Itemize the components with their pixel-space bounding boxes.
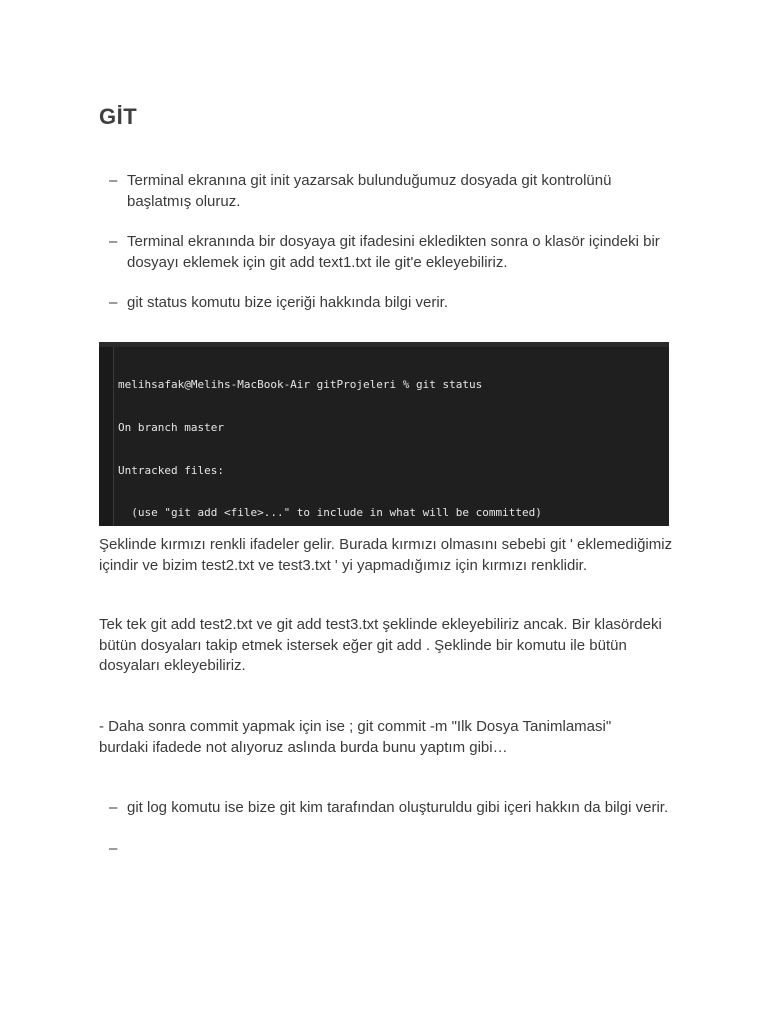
list-item-git-status <box>109 293 669 314</box>
bullet-dash: – <box>109 294 118 311</box>
terminal-screenshot <box>99 342 669 526</box>
terminal-line: melihsafak@Melihs-MacBook-Air gitProjeleri % git status <box>118 378 483 392</box>
bullet-text: Terminal ekranına git init yazarsak bulunduğumuz dosyada git kontrolünü başlatmış oluruz. <box>127 172 612 210</box>
list-item-git-add <box>109 232 669 273</box>
terminal-top-bar <box>99 342 669 347</box>
terminal-line: (use "git add <file>..." to include in what will be committed) <box>118 506 542 520</box>
bullet-text: git status komutu bize içeriği hakkında bilgi verir. <box>127 294 448 311</box>
paragraph-git-add-all: Tek tek git add test2.txt ve git add test3.txt şeklinde ekleyebiliriz ancak. Bir klasördeki bütün dosyaları takip etmek istersek eğer git add . Şeklinde bir komutu ile bütün dosyaları ekleyebiliriz. <box>99 616 662 674</box>
bullet-dash: – <box>109 172 118 189</box>
list-item-git-init <box>109 171 669 212</box>
bullet-dash: – <box>109 840 118 857</box>
list-item-git-log <box>109 798 669 819</box>
terminal-line: Untracked files: <box>118 463 224 477</box>
bullet-dash: – <box>109 233 118 250</box>
page-title: GİT <box>99 104 138 129</box>
bullet-text: git log komutu ise bize git kim tarafından oluşturuldu gibi içeri hakkın da bilgi verir. <box>127 799 669 816</box>
terminal-gutter <box>99 347 114 526</box>
terminal-output <box>118 350 621 526</box>
bullet-dash: – <box>109 799 118 816</box>
bullet-text: Terminal ekranında bir dosyaya git ifadesini ekledikten sonra o klasör içindeki bir dosyayı eklemek için git add text1.txt ile git'e ekleyebiliriz. <box>127 233 660 271</box>
paragraph-red-explanation: Şeklinde kırmızı renkli ifadeler gelir. Burada kırmızı olmasını sebebi git ' eklemediğimiz içindir ve bizim test2.txt ve test3.txt ' yi yapmadığımız için kırmızı renklidir. <box>99 536 673 574</box>
terminal-line: On branch master <box>118 421 224 434</box>
paragraph-git-commit: - Daha sonra commit yapmak için ise ; git commit -m "Ilk Dosya Tanimlamasi" burdaki ifadede not alıyoruz aslında burda bunu yaptım gibi… <box>99 718 612 756</box>
